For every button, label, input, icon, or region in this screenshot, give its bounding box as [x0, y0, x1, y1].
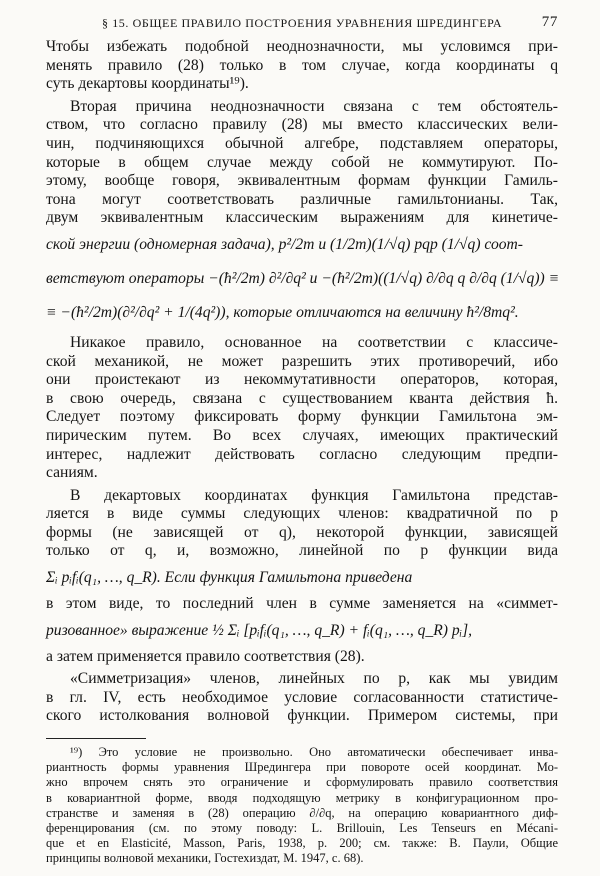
- footnote-line: ференцирования (см. по этому поводу: L. Brillouin, Les Tenseurs en Mécani-: [46, 821, 558, 836]
- text-line: Вторая причина неоднозначности связана с тем обстоятель-: [70, 97, 558, 115]
- main-text: [46, 38, 558, 726]
- formula-line: ской энергии (одномерная задача), p²/2m и (1/2m)(1/√q) pqp (1/√q) соот-: [46, 235, 524, 253]
- text-line: только от q, и, возможно, линейной по p функции вида: [46, 542, 558, 560]
- footnote-line: жно впрочем снять это ограничение и сформулировать правило соответствия: [46, 775, 558, 790]
- text-line: они проистекают из некоммутативности операторов, которая,: [46, 371, 558, 389]
- text-line: суть декартовы координаты¹⁹).: [46, 75, 249, 93]
- text-line: этому, вообще говоря, эквивалентным формам функции Гамиль-: [46, 172, 558, 190]
- paragraph-3: [46, 334, 558, 483]
- paragraph-5: [46, 670, 558, 726]
- text-line: Следует поэтому фиксировать форму функции Гамильтона эм-: [46, 408, 558, 426]
- text-line: менять правило (28) только в том случае, когда координаты q: [46, 56, 558, 74]
- chapter-title: § 15. ОБЩЕЕ ПРАВИЛО ПОСТРОЕНИЯ УРАВНЕНИЯ ШРЕДИНГЕРА: [102, 16, 503, 30]
- formula-line: ≡ −(ħ²/2m)(∂²/∂q² + 1/(4q²)), которые отличаются на величину ħ²/8mq².: [46, 303, 519, 321]
- footnote-line: риантность формы уравнения Шредингера при повороте осей координат. Мо-: [46, 760, 558, 775]
- text-line: Никакое правило, основанное на соответствии с классиче-: [70, 333, 558, 351]
- text-line: Чтобы избежать подобной неоднозначности, мы условимся при-: [46, 38, 558, 55]
- footnote-line: странстве и заменяя в (28) операцию ∂/∂q, на операцию ковариантного диф-: [46, 805, 558, 820]
- footnote-line: принципы волновой механики, Гостехиздат, М. 1947, с. 68).: [46, 851, 364, 866]
- footnote-divider: [46, 738, 146, 739]
- document-page: [46, 14, 558, 867]
- text-line: «Симметризация» членов, линейных по p, как мы увидим: [70, 670, 558, 688]
- text-line: тона могут соответствовать различные гамильтонианы. Так,: [46, 190, 558, 208]
- paragraph-2: [46, 98, 558, 330]
- footnote-line: que et en Elasticité, Masson, Paris, 1938, p. 200; см. также: В. Паули, Общие: [46, 836, 558, 851]
- formula-line: Σᵢ pᵢfᵢ(q₁, …, q_R). Если функция Гамильтона приведена: [46, 569, 413, 587]
- text-line: саниям.: [46, 464, 98, 482]
- text-line: интерес, надлежит действовать согласно следующим предпи-: [46, 445, 558, 463]
- text-line: ского истолкования волновой функции. Примером системы, при: [46, 707, 558, 725]
- footnote-line: в ковариантной форме, вводя подходящую метрику в конфигурационном про-: [46, 790, 558, 805]
- text-line: ляется в виде суммы следующих членов: квадратичной по p: [46, 505, 558, 523]
- footnote-line: ¹⁹) Это условие не произвольно. Оно автоматически обеспечивает инва-: [70, 745, 558, 760]
- text-line: чин, подчиняющихся обычной алгебре, подставляем операторы,: [46, 134, 558, 152]
- text-line: которые в общем случае между собой не коммутируют. По-: [46, 153, 558, 171]
- text-line: в этом виде, то последний член в сумме заменяется на «симмет-: [46, 595, 558, 613]
- paragraph-1: [46, 38, 558, 94]
- text-line: пирическим путем. Во всех случаях, имеющих практический: [46, 426, 558, 444]
- footnote: [46, 745, 558, 867]
- text-line: ством, что согласно правилу (28) мы вместо классических вели-: [46, 116, 558, 134]
- text-line: в гл. IV, есть необходимое условие согласованности статистиче-: [46, 688, 558, 706]
- text-line: ской механикой, не может разрешить этих противоречий, ибо: [46, 352, 558, 370]
- text-line: а затем применяется правило соответствия (28).: [46, 647, 365, 665]
- text-line: в свою очередь, связана с существованием кванта действия ħ.: [46, 389, 558, 407]
- formula-line: ризованное» выражение ½ Σᵢ [pᵢfᵢ(q₁, …, q_R) + fᵢ(q₁, …, q_R) pᵢ],: [46, 621, 473, 639]
- text-line: формы (не зависящей от q), некоторой функции, зависящей: [46, 523, 558, 541]
- formula-line: ветствуют операторы −(ħ²/2m) ∂²/∂q² и −(ħ²/2m)((1/√q) ∂/∂q q ∂/∂q (1/√q)) ≡: [46, 269, 560, 287]
- page-number: 77: [541, 14, 558, 30]
- text-line: В декартовых координатах функция Гамильтона представ-: [70, 486, 558, 504]
- paragraph-4: [46, 487, 558, 667]
- text-line: двум эквивалентным классическим выражениям для кинетиче-: [46, 209, 558, 227]
- running-head: [46, 14, 558, 38]
